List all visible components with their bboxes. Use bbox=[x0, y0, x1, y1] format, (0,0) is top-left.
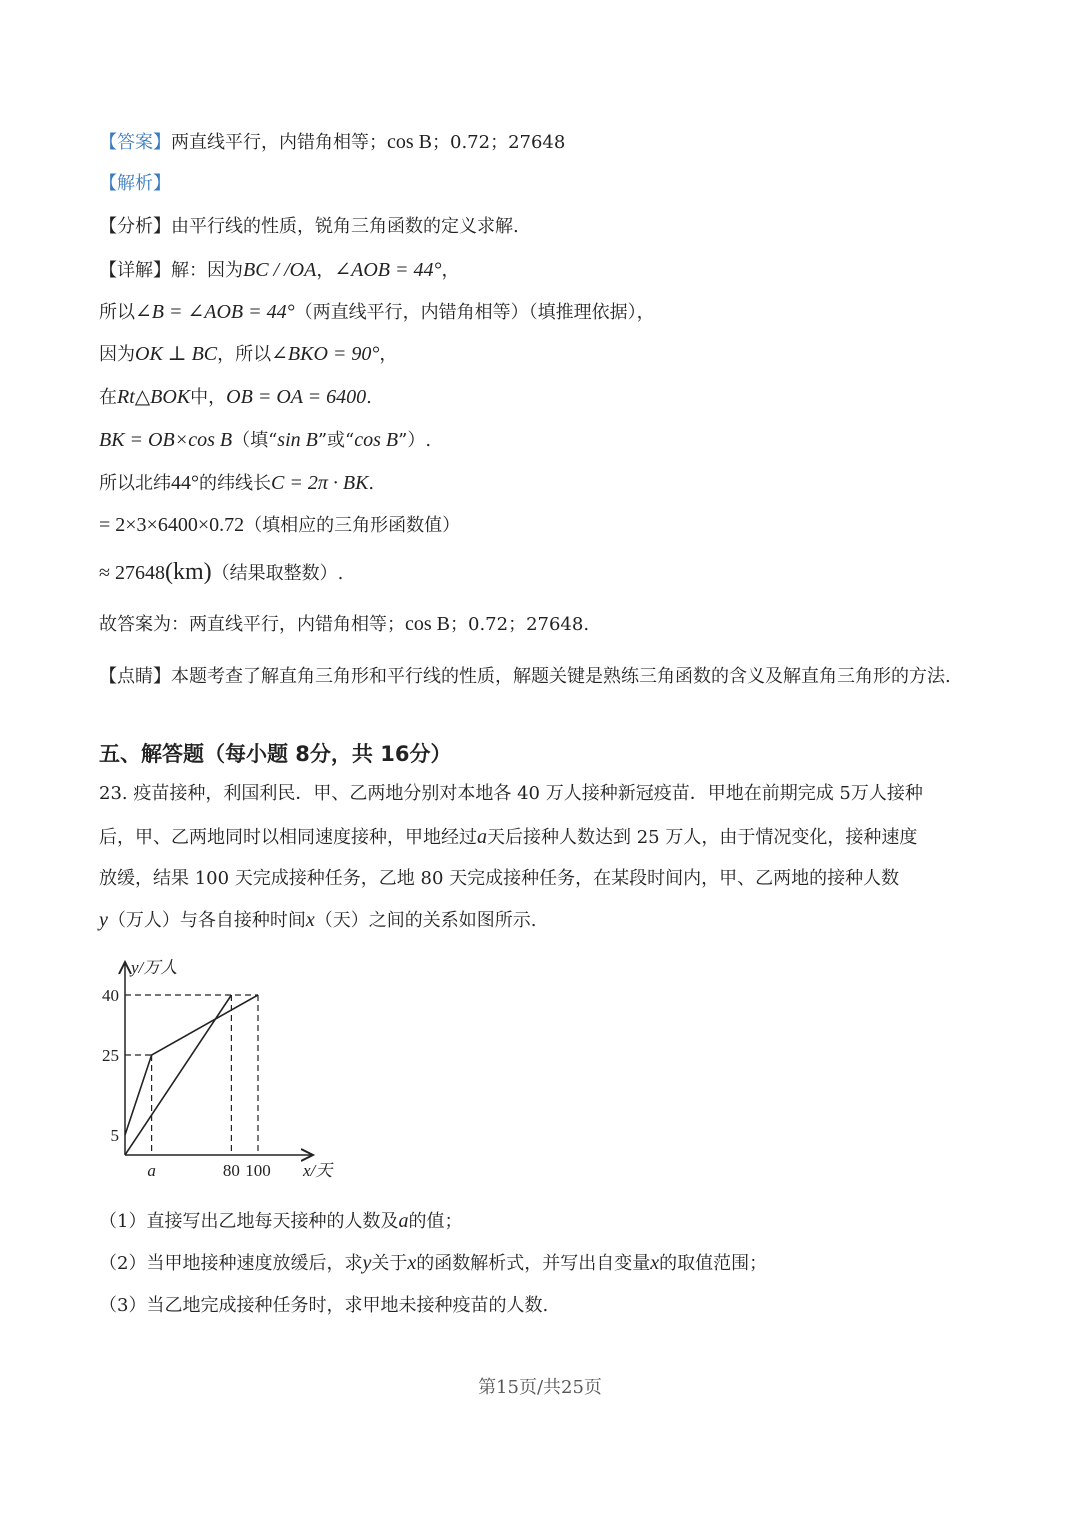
math-angle-b: ∠B = ∠AOB = 44° bbox=[135, 301, 295, 323]
text: （填“ bbox=[232, 430, 278, 451]
math-cos-b: cos B bbox=[354, 429, 399, 451]
math-product: = 2×3×6400×0.72 bbox=[99, 514, 245, 536]
vaccination-graph bbox=[95, 950, 355, 1190]
x-axis-label: x/天 bbox=[303, 1161, 333, 1180]
text: （两直线平行，内错角相等）（填推理依据）， bbox=[294, 302, 655, 323]
gu-line bbox=[99, 612, 589, 637]
text: ”）. bbox=[398, 430, 432, 451]
math-x: x bbox=[305, 909, 315, 931]
text: ， bbox=[379, 344, 398, 365]
series-line-1 bbox=[125, 995, 258, 1135]
math-result: ≈ 27648 bbox=[99, 562, 165, 584]
q23-line-4 bbox=[99, 908, 537, 933]
detail-line-4 bbox=[99, 385, 372, 410]
math-44-degrees: 44° bbox=[171, 472, 199, 494]
text: 所以 bbox=[99, 302, 135, 323]
detail-line-1 bbox=[99, 258, 459, 283]
text: 所以北纬 bbox=[99, 473, 171, 494]
answer-text: 两直线平行，内错角相等； bbox=[171, 132, 387, 153]
text: （2）当甲地接种速度放缓后，求 bbox=[99, 1253, 363, 1274]
detail-line-8 bbox=[99, 560, 343, 586]
dianjing-label: 【点睛】 bbox=[99, 666, 171, 687]
text: 在 bbox=[99, 387, 117, 408]
text: 中， bbox=[190, 387, 227, 408]
dianjing-text: 本题考查了解直角三角形和平行线的性质，解题关键是熟练三角函数的含义及解直角三角形的方法. bbox=[171, 666, 951, 687]
analysis-label: 【解析】 bbox=[99, 173, 171, 194]
text: 天后接种人数达到 25 万人，由于情况变化，接种速度 bbox=[487, 827, 918, 848]
fenxi-text: 由平行线的性质，锐角三角函数的定义求解. bbox=[171, 216, 519, 237]
text: （填相应的三角形函数值） bbox=[244, 515, 461, 536]
answer-line bbox=[99, 130, 565, 155]
math-bc-parallel-oa: BC / /OA bbox=[243, 259, 317, 281]
text: （结果取整数）. bbox=[211, 563, 344, 584]
text: ， bbox=[441, 260, 460, 281]
math-y: y bbox=[362, 1252, 372, 1274]
answer-values: ；0.72；27648 bbox=[432, 132, 566, 153]
detail-line-7 bbox=[99, 513, 460, 538]
math-angle-aob: ∠AOB = 44° bbox=[334, 259, 442, 281]
answer-cos-b: cos B bbox=[387, 131, 432, 153]
detail-line-2 bbox=[99, 300, 655, 325]
text: ，所以 bbox=[217, 344, 272, 365]
x-tick-100: 100 bbox=[245, 1161, 271, 1180]
text: 的纬线长 bbox=[199, 473, 271, 494]
math-bk: BK = OB×cos B bbox=[99, 429, 233, 451]
dianjing-paragraph bbox=[99, 656, 979, 698]
text: ；0.72；27648. bbox=[450, 614, 590, 635]
q23-part-1 bbox=[99, 1209, 462, 1234]
text: . bbox=[368, 473, 375, 494]
section-title: 五、解答题（每小题 8分，共 16分） bbox=[99, 742, 452, 766]
text: （天）之间的关系如图所示. bbox=[314, 910, 537, 931]
math-unit-km: (km) bbox=[164, 559, 212, 585]
series-lines bbox=[125, 995, 258, 1155]
text: . bbox=[366, 387, 372, 408]
q23-line-3: 放缓，结果 100 天完成接种任务，乙地 80 天完成接种任务，在某段时间内，甲、乙两地的接种人数 bbox=[99, 868, 900, 889]
series-line-2 bbox=[125, 995, 231, 1155]
q23-part-2 bbox=[99, 1251, 767, 1276]
math-cos-b: cos B bbox=[405, 613, 450, 635]
text: （万人）与各自接种时间 bbox=[107, 910, 306, 931]
math-sin-b: sin B bbox=[277, 429, 318, 451]
text: 后，甲、乙两地同时以相同速度接种，甲地经过 bbox=[99, 827, 477, 848]
detail-label: 【详解】 bbox=[99, 260, 171, 281]
detail-line-3 bbox=[99, 342, 397, 367]
detail-line-5 bbox=[99, 428, 431, 453]
math-x: x bbox=[407, 1252, 417, 1274]
math-x: x bbox=[650, 1252, 660, 1274]
detail-line-6 bbox=[99, 471, 374, 496]
text: ， bbox=[316, 260, 335, 281]
text: 解：因为 bbox=[171, 260, 243, 281]
text: 关于 bbox=[371, 1253, 408, 1274]
y-tick-40: 40 bbox=[102, 986, 119, 1005]
math-y: y bbox=[99, 909, 108, 931]
math-a: a bbox=[398, 1210, 409, 1232]
fenxi-label: 【分析】 bbox=[99, 216, 171, 237]
answer-label: 【答案】 bbox=[99, 132, 171, 153]
page-footer: 第15页/共25页 bbox=[478, 1377, 602, 1398]
text: 的值； bbox=[408, 1211, 463, 1232]
math-ob-oa: OB = OA = 6400 bbox=[226, 386, 367, 408]
text: 因为 bbox=[99, 344, 135, 365]
q23-line-2 bbox=[99, 825, 917, 850]
math-circumference: C = 2π · BK bbox=[271, 472, 369, 494]
x-tick-a: a bbox=[147, 1161, 156, 1180]
math-a: a bbox=[477, 826, 487, 848]
x-tick-80: 80 bbox=[222, 1161, 240, 1180]
math-angle-bko: ∠BKO = 90° bbox=[271, 343, 380, 365]
fenxi-line bbox=[99, 215, 519, 239]
text: ”或“ bbox=[317, 430, 355, 451]
text: （1）直接写出乙地每天接种的人数及 bbox=[99, 1211, 399, 1232]
y-tick-25: 25 bbox=[102, 1046, 119, 1065]
q23-part-3: （3）当乙地完成接种任务时，求甲地未接种疫苗的人数. bbox=[99, 1295, 549, 1316]
y-tick-5: 5 bbox=[110, 1126, 119, 1145]
y-axis-label: y/万人 bbox=[131, 958, 178, 977]
math-right-triangle: Rt△BOK bbox=[117, 386, 191, 408]
text: 的取值范围； bbox=[659, 1253, 768, 1274]
math-perpendicular: OK ⊥ BC bbox=[135, 343, 218, 365]
text: 的函数解析式，并写出自变量 bbox=[416, 1253, 651, 1274]
text: 故答案为：两直线平行，内错角相等； bbox=[99, 614, 405, 635]
q23-line-1: 23. 疫苗接种，利国利民．甲、乙两地分别对本地各 40 万人接种新冠疫苗．甲地在前期完成 5万人接种 bbox=[99, 783, 923, 804]
